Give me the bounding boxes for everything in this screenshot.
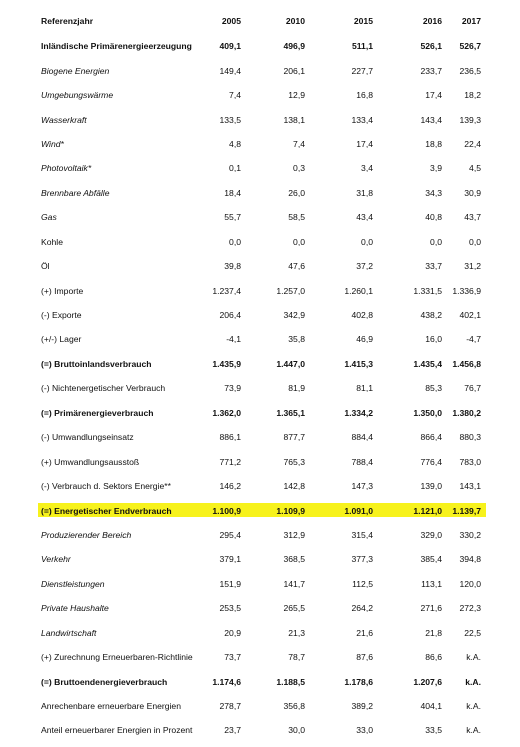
- row-value: 21,8: [425, 627, 442, 638]
- row-value: 1.334,2: [344, 407, 373, 418]
- row-value: 146,2: [219, 481, 241, 492]
- row-value: 272,3: [459, 603, 481, 614]
- row-value: 37,2: [356, 261, 373, 272]
- table-row: [0, 34, 520, 58]
- table-row: [0, 572, 520, 596]
- header-year: 2017: [461, 16, 481, 26]
- row-value: 22,4: [464, 138, 481, 149]
- row-value: 1.435,9: [212, 358, 241, 369]
- row-value: 342,9: [283, 310, 305, 321]
- row-value: 33,7: [425, 261, 442, 272]
- row-value: 18,2: [464, 90, 481, 101]
- row-value: 139,0: [420, 481, 442, 492]
- row-value: 34,3: [425, 187, 442, 198]
- row-label: (+) Umwandlungsausstoß: [41, 456, 140, 467]
- row-value: 496,9: [283, 41, 305, 52]
- row-value: 884,4: [351, 432, 373, 443]
- row-value: 1.336,9: [452, 285, 481, 296]
- row-value: 17,4: [356, 138, 373, 149]
- row-value: 278,7: [219, 701, 241, 712]
- table-row: [0, 327, 520, 351]
- row-value: 78,7: [288, 652, 305, 663]
- row-value: 81,1: [356, 383, 373, 394]
- row-value: 1.456,8: [452, 358, 481, 369]
- header-year: 2005: [221, 16, 241, 26]
- row-label: Private Haushalte: [41, 603, 109, 614]
- header-year: 2010: [285, 16, 305, 26]
- table-row: [0, 718, 520, 742]
- row-value: 0,0: [293, 236, 305, 247]
- row-value: 26,0: [288, 187, 305, 198]
- row-value: 33,0: [356, 725, 373, 736]
- row-value: 788,4: [351, 456, 373, 467]
- row-value: 58,5: [288, 212, 305, 223]
- row-value: 1.257,0: [276, 285, 305, 296]
- row-value: 394,8: [459, 554, 481, 565]
- header-label: Referenzjahr: [41, 16, 94, 26]
- table-row: [0, 694, 520, 718]
- row-label: (+/-) Lager: [41, 334, 82, 345]
- row-value: 1.350,0: [413, 407, 442, 418]
- table-row: [0, 83, 520, 107]
- table-row: [0, 449, 520, 473]
- table-row: [0, 621, 520, 645]
- table-row: [0, 230, 520, 254]
- table-header-row: [0, 8, 520, 34]
- table-row: [0, 107, 520, 131]
- row-value: 265,5: [283, 603, 305, 614]
- row-value: 133,5: [219, 114, 241, 125]
- row-value: -4,7: [466, 334, 481, 345]
- row-value: 141,7: [283, 578, 305, 589]
- row-value: 379,1: [219, 554, 241, 565]
- row-value: 86,6: [425, 652, 442, 663]
- row-value: 402,1: [459, 310, 481, 321]
- row-label: Verkehr: [41, 554, 71, 565]
- row-value: 886,1: [219, 432, 241, 443]
- row-value: 236,5: [459, 65, 481, 76]
- row-label: Landwirtschaft: [41, 627, 97, 638]
- row-value: 0,0: [430, 236, 442, 247]
- row-value: 227,7: [351, 65, 373, 76]
- table-row: [0, 474, 520, 498]
- energy-balance-table: [0, 8, 520, 743]
- row-label: (=) Energetischer Endverbrauch: [41, 505, 172, 516]
- table-row: [0, 132, 520, 156]
- row-value: 1.121,0: [413, 505, 442, 516]
- row-label: Anteil erneuerbarer Energien in Prozent: [41, 725, 193, 736]
- row-value: 1.188,5: [276, 676, 305, 687]
- table-row: [0, 303, 520, 327]
- row-value: 877,7: [283, 432, 305, 443]
- row-value: 31,8: [356, 187, 373, 198]
- row-value: 23,7: [224, 725, 241, 736]
- row-value: 73,7: [224, 652, 241, 663]
- row-value: 81,9: [288, 383, 305, 394]
- row-value: 776,4: [420, 456, 442, 467]
- table-row: [0, 523, 520, 547]
- row-value: 43,7: [464, 212, 481, 223]
- row-value: 385,4: [420, 554, 442, 565]
- row-label: (=) Bruttoendenergieverbrauch: [41, 676, 168, 687]
- row-label: Photovoltaik*: [41, 163, 92, 174]
- row-value: 20,9: [224, 627, 241, 638]
- table-row: [0, 547, 520, 571]
- row-value: 1.260,1: [344, 285, 373, 296]
- row-value: 17,4: [425, 90, 442, 101]
- row-value: 0,0: [229, 236, 241, 247]
- row-value: 149,4: [219, 65, 241, 76]
- row-value: 30,9: [464, 187, 481, 198]
- row-label: (-) Nichtenergetischer Verbrauch: [41, 383, 166, 394]
- table-body: [0, 34, 520, 743]
- row-value: 356,8: [283, 701, 305, 712]
- row-value: 264,2: [351, 603, 373, 614]
- row-value: 151,9: [219, 578, 241, 589]
- row-label: (+) Importe: [41, 285, 84, 296]
- table-row: [0, 401, 520, 425]
- row-value: 12,9: [288, 90, 305, 101]
- row-value: 16,0: [425, 334, 442, 345]
- row-value: 138,1: [283, 114, 305, 125]
- row-value: 3,9: [430, 163, 442, 174]
- row-value: 511,1: [351, 41, 373, 52]
- table-row-highlighted: [0, 498, 520, 522]
- row-value: 1.091,0: [344, 505, 373, 516]
- row-value: 253,5: [219, 603, 241, 614]
- table-row: [0, 645, 520, 669]
- row-label: Inländische Primärenergieerzeugung: [41, 41, 192, 52]
- row-value: 1.380,2: [452, 407, 481, 418]
- row-label: (=) Bruttoinlandsverbrauch: [41, 358, 152, 369]
- row-value: 142,8: [283, 481, 305, 492]
- row-value: 21,6: [356, 627, 373, 638]
- row-value: 76,7: [464, 383, 481, 394]
- table-row: [0, 425, 520, 449]
- row-value: 389,2: [351, 701, 373, 712]
- row-value: 46,9: [356, 334, 373, 345]
- row-value: 1.435,4: [413, 358, 442, 369]
- row-value: 30,0: [288, 725, 305, 736]
- row-value: 139,3: [459, 114, 481, 125]
- table-row: [0, 376, 520, 400]
- row-label: (-) Verbrauch d. Sektors Energie**: [41, 481, 171, 492]
- table-row: [0, 596, 520, 620]
- row-value: 402,8: [351, 310, 373, 321]
- row-value: 1.207,6: [413, 676, 442, 687]
- row-value: 206,4: [219, 310, 241, 321]
- row-value: k.A.: [466, 725, 481, 736]
- row-value: 233,7: [420, 65, 442, 76]
- row-value: 0,1: [229, 163, 241, 174]
- row-value: 4,8: [229, 138, 241, 149]
- row-value: 143,4: [420, 114, 442, 125]
- row-value: 39,8: [224, 261, 241, 272]
- row-value: -4,1: [226, 334, 241, 345]
- row-value: 526,7: [459, 41, 481, 52]
- row-value: 1.139,7: [452, 505, 481, 516]
- row-value: 1.100,9: [212, 505, 241, 516]
- row-value: k.A.: [466, 701, 481, 712]
- row-value: 7,4: [229, 90, 241, 101]
- row-value: 368,5: [283, 554, 305, 565]
- row-label: Dienstleistungen: [41, 578, 105, 589]
- header-year: 2015: [353, 16, 373, 26]
- row-value: 112,5: [352, 578, 373, 589]
- row-value: 330,2: [459, 529, 481, 540]
- row-value: 866,4: [420, 432, 442, 443]
- table-row: [0, 181, 520, 205]
- row-value: 1.447,0: [276, 358, 305, 369]
- table-row: [0, 278, 520, 302]
- row-value: 271,6: [420, 603, 442, 614]
- table-row: [0, 254, 520, 278]
- row-value: 0,3: [293, 163, 305, 174]
- row-value: 47,6: [288, 261, 305, 272]
- row-label: (+) Zurechnung Erneuerbaren-Richtlinie: [41, 652, 193, 663]
- row-value: 22,5: [464, 627, 481, 638]
- row-value: 40,8: [425, 212, 442, 223]
- row-value: 315,4: [351, 529, 373, 540]
- row-value: k.A.: [466, 652, 481, 663]
- row-value: 18,8: [425, 138, 442, 149]
- row-value: 73,9: [224, 383, 241, 394]
- table-row: [0, 669, 520, 693]
- row-value: 33,5: [425, 725, 442, 736]
- row-value: 1.178,6: [344, 676, 373, 687]
- table-row: [0, 58, 520, 82]
- row-value: 206,1: [283, 65, 305, 76]
- row-label: (=) Primärenergieverbrauch: [41, 407, 154, 418]
- row-value: 1.365,1: [276, 407, 305, 418]
- row-value: k.A.: [465, 676, 481, 687]
- row-value: 113,1: [421, 578, 442, 589]
- row-value: 526,1: [420, 41, 442, 52]
- row-value: 143,1: [459, 481, 481, 492]
- row-value: 133,4: [351, 114, 373, 125]
- table-row: [0, 205, 520, 229]
- row-value: 147,3: [351, 481, 373, 492]
- row-label: (-) Umwandlungseinsatz: [41, 432, 134, 443]
- row-value: 1.331,5: [413, 285, 442, 296]
- row-value: 1.174,6: [212, 676, 241, 687]
- row-value: 377,3: [351, 554, 373, 565]
- row-value: 404,1: [420, 701, 442, 712]
- row-value: 1.415,3: [344, 358, 373, 369]
- row-value: 1.237,4: [212, 285, 241, 296]
- row-label: Umgebungswärme: [41, 90, 114, 101]
- row-label: Biogene Energien: [41, 65, 110, 76]
- row-value: 31,2: [464, 261, 481, 272]
- row-value: 35,8: [288, 334, 305, 345]
- table-row: [0, 352, 520, 376]
- row-label: Brennbare Abfälle: [41, 187, 110, 198]
- row-label: Wasserkraft: [41, 114, 87, 125]
- row-label: Wind*: [41, 138, 64, 149]
- row-value: 4,5: [469, 163, 481, 174]
- row-value: 16,8: [356, 90, 373, 101]
- row-value: 120,0: [459, 578, 481, 589]
- row-label: Anrechenbare erneuerbare Energien: [41, 701, 181, 712]
- table-row: [0, 156, 520, 180]
- row-value: 1.362,0: [212, 407, 241, 418]
- row-value: 409,1: [219, 41, 241, 52]
- row-value: 0,0: [469, 236, 481, 247]
- row-value: 1.109,9: [276, 505, 305, 516]
- row-value: 783,0: [459, 456, 481, 467]
- row-label: Öl: [41, 261, 50, 272]
- row-value: 3,4: [361, 163, 373, 174]
- row-value: 0,0: [361, 236, 373, 247]
- row-value: 880,3: [459, 432, 481, 443]
- row-label: Kohle: [41, 236, 63, 247]
- row-value: 55,7: [224, 212, 241, 223]
- row-value: 7,4: [293, 138, 305, 149]
- row-value: 43,4: [356, 212, 373, 223]
- row-value: 329,0: [420, 529, 442, 540]
- row-value: 771,2: [219, 456, 241, 467]
- row-label: Gas: [41, 212, 57, 223]
- row-label: (-) Exporte: [41, 310, 82, 321]
- row-value: 312,9: [283, 529, 305, 540]
- row-value: 87,6: [356, 652, 373, 663]
- row-label: Produzierender Bereich: [41, 529, 132, 540]
- row-value: 438,2: [420, 310, 442, 321]
- header-year: 2016: [422, 16, 442, 26]
- row-value: 18,4: [224, 187, 241, 198]
- row-value: 21,3: [288, 627, 305, 638]
- row-value: 765,3: [283, 456, 305, 467]
- row-value: 85,3: [425, 383, 442, 394]
- row-value: 295,4: [219, 529, 241, 540]
